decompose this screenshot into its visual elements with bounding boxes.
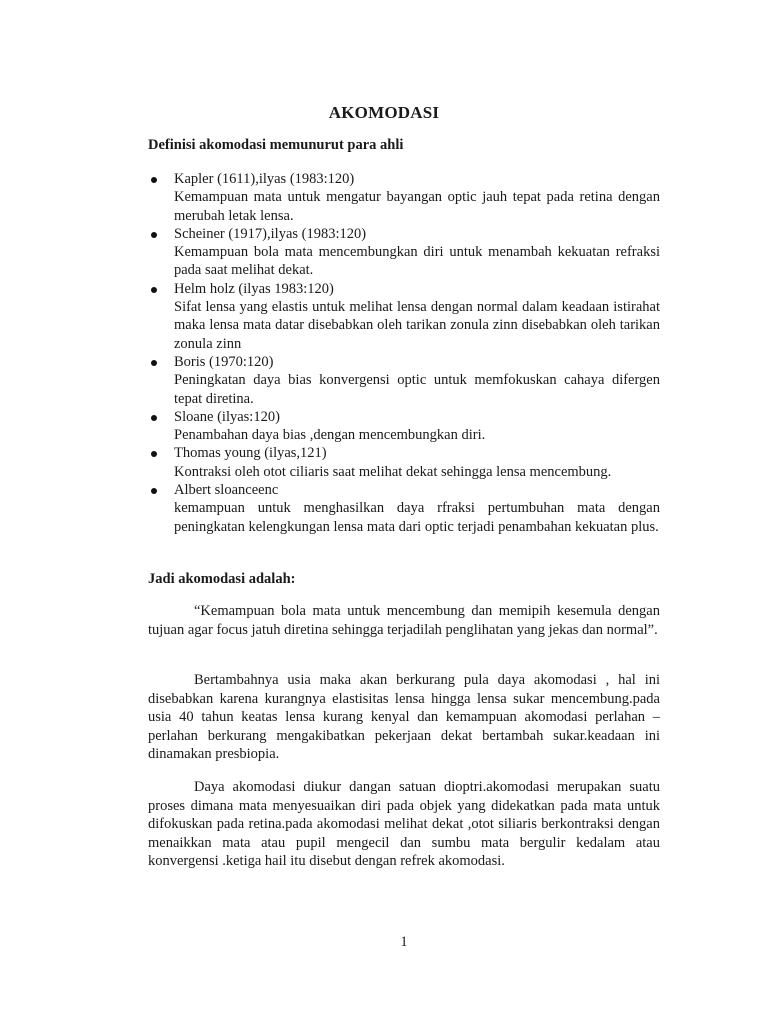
measurement-paragraph: Daya akomodasi diukur dangan satuan dioptri.akomodasi merupakan suatu proses dimana mata menyesuaikan diri pada objek yang didekatkan pada mata untuk difokuskan pada retina.pada akomodasi melihat dekat ,otot siliaris berkontraksi dengan menaikkan mata atau pupil mengecil dan sumbu mata bergulir kedalam atau konvergensi .ketiga hail itu disebut dengan refrek akomodasi. [148, 779, 660, 870]
conclusion-paragraph: “Kemampuan bola mata untuk mencembung dan memipih kesemula dengan tujuan agar focus jatuh diretina sehingga terjadilah penglihatan yang jekas dan normal”. [148, 603, 660, 638]
list-item [148, 353, 660, 408]
bullet-icon [151, 177, 157, 183]
definition-text: Penambahan daya bias ,dengan mencembungkan diri. [174, 427, 486, 444]
definition-text: Kemampuan bola mata mencembungkan diri untuk menambah kekuatan refraksi pada saat melihat dekat. [174, 244, 660, 279]
list-item [148, 280, 660, 353]
definition-text: Sifat lensa yang elastis untuk melihat lensa dengan normal dalam keadaan istirahat maka lensa mata datar disebabkan oleh tarikan zonula zinn disebabkan oleh tarikan zonula zinn [174, 299, 660, 352]
document-title: AKOMODASI [328, 103, 440, 122]
bullet-icon [151, 360, 157, 366]
definition-source: Sloane (ilyas:120) [174, 408, 280, 425]
bullet-icon [151, 451, 157, 457]
bullet-icon [151, 415, 157, 421]
definition-text: Kemampuan mata untuk mengatur bayangan optic jauh tepat pada retina dengan merubah letak lensa. [174, 189, 660, 224]
list-item [148, 481, 660, 536]
bullet-icon [151, 488, 157, 494]
definitions-list [148, 170, 660, 536]
definition-source: Boris (1970:120) [174, 353, 274, 370]
presbiopia-paragraph: Bertambahnya usia maka akan berkurang pula daya akomodasi , hal ini disebabkan karena kurangnya elastisitas lensa hingga lensa sukar mencembung.pada usia 40 tahun keatas lensa kurang kenyal dan kemampuan akomodasi perlahan – perlahan berkurang mengakibatkan pekerjaan dekat bertambah sukar.keadaan ini dinamakan presbiopia. [148, 672, 660, 763]
list-item [148, 225, 660, 280]
definition-source: Albert sloanceenc [174, 482, 279, 499]
definitions-heading: Definisi akomodasi memunurut para ahli [148, 137, 404, 153]
definition-source: Scheiner (1917),ilyas (1983:120) [174, 225, 367, 242]
definition-text: kemampuan untuk menghasilkan daya rfraksi pertumbuhan mata dengan peningkatan kelengkungan lensa mata dari optic terjadi penambahan kekuatan plus. [174, 500, 660, 535]
definition-source: Thomas young (ilyas,121) [174, 445, 327, 462]
definition-source: Helm holz (ilyas 1983:120) [174, 280, 334, 297]
page-number: 1 [400, 934, 408, 950]
definition-text: Kontraksi oleh otot ciliaris saat melihat dekat sehingga lensa mencembung. [174, 463, 612, 480]
bullet-icon [151, 232, 157, 238]
list-item [148, 170, 660, 225]
list-item [148, 444, 660, 481]
bullet-icon [151, 287, 157, 293]
conclusion-heading: Jadi akomodasi adalah: [148, 571, 296, 587]
definition-source: Kapler (1611),ilyas (1983:120) [174, 171, 355, 187]
list-item [148, 408, 660, 445]
definition-text: Peningkatan daya bias konvergensi optic untuk memfokuskan cahaya difergen tepat diretina. [174, 372, 660, 407]
